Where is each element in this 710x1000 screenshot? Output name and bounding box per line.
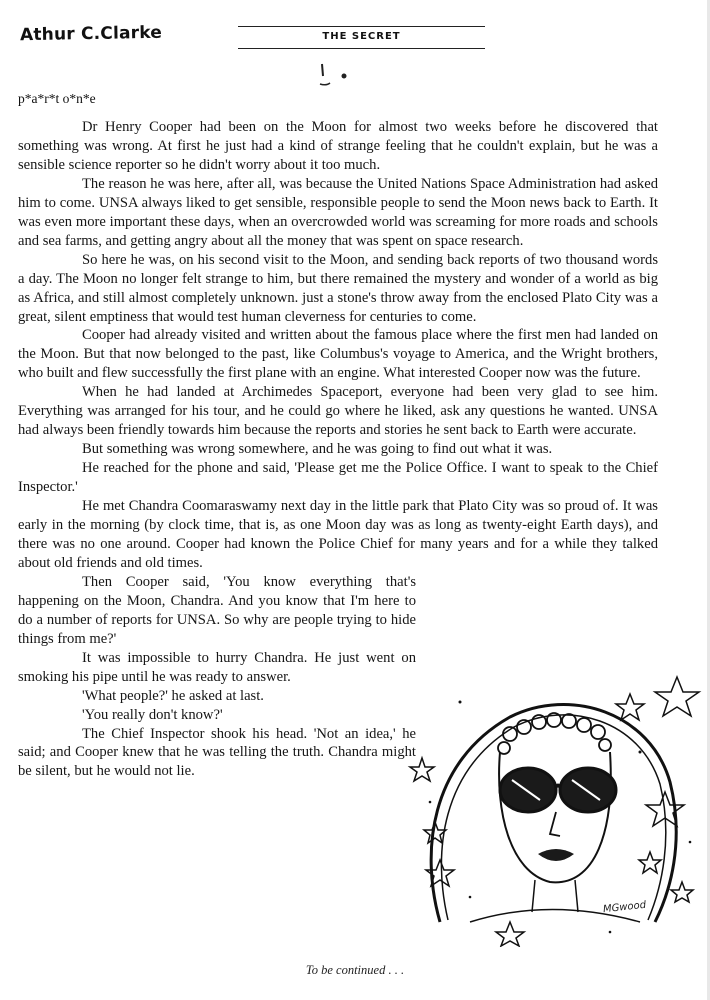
part-heading: p*a*r*t o*n*e: [18, 91, 96, 106]
paragraph: Dr Henry Cooper had been on the Moon for almost two weeks before he discovered that something was wrong. At first he just had a kind of strange feeling that he couldn't explain, but he was a sensible science reporter so he didn't worry about it too much.: [18, 119, 658, 173]
paragraph: 'You really don't know?': [82, 706, 223, 723]
paragraph: But something was wrong somewhere, and he was going to find out what it was.: [82, 441, 553, 458]
story-title: THE SECRET: [322, 31, 401, 42]
paragraph: Cooper had already visited and written about the famous place where the first men had landed on the Moon. But that now belonged to the past, like Columbus's voyage to America, and the Wright brothers, who built and flew successfully the first plane with an engine. What interested Cooper now was the future.: [18, 327, 658, 382]
paragraph: The Chief Inspector shook his head. 'Not an idea,' he said; and Cooper knew that he was telling the truth. Chandra might be silent, but he would not lie.: [18, 725, 416, 780]
title-rule-top: [238, 26, 485, 27]
artist-signature: MGwood: [602, 899, 647, 916]
paragraph: He reached for the phone and said, 'Please get me the Police Office. I want to speak to the Chief Inspector.': [18, 460, 658, 496]
paragraph: When he had landed at Archimedes Spaceport, everyone had been very glad to see him. Everything was arranged for his tour, and he could go where he liked, ask any questions he wanted. UNSA had always been friendly towards him because the reports and stories he sent back to Earth were accurate.: [18, 384, 658, 439]
title-rule-bottom: [238, 48, 485, 49]
astronaut-helmet-drawing-icon: [400, 672, 705, 947]
to-be-continued: To be continued . . .: [305, 963, 405, 977]
paragraph: He met Chandra Coomaraswamy next day in the little park that Plato City was so proud of. It was early in the morning (by clock time, that is, as one Moon day was as long as twenty-eight Earth days), and there was no one around. Cooper had known the Police Chief for many years and for a while they talked about old friends and old times.: [18, 498, 658, 571]
paragraph: Then Cooper said, 'You know everything that's happening on the Moon, Chandra. And you know that I'm here to do a number of reports for UNSA. So why are people trying to hide things from me?': [18, 573, 416, 647]
paragraph: It was impossible to hurry Chandra. He just went on smoking his pipe until he was ready to answer.: [18, 649, 416, 685]
paragraph: The reason he was here, after all, was because the United Nations Space Administration had asked him to come. UNSA always liked to get sensible, responsible people to send the Moon news back to Earth. It was even more important these days, when an overcrowded world was screaming for more roads and schools and sea farms, and getting angry about all the money that was spent on space research.: [18, 175, 658, 249]
author-name: Athur C.Clarke: [19, 22, 163, 46]
paragraph: So here he was, on his second visit to the Moon, and sending back reports of two thousand words a day. The Moon no longer felt strange to him, but there remained the mystery and wonder of a world as big as Africa, and still almost completely unknown. just a stone's throw away from the enclosed Plato City was a great, silent emptiness that would test human cleverness for centuries to come.: [18, 251, 658, 325]
ink-doodle-icon: [310, 58, 350, 94]
paragraph: 'What people?' he asked at last.: [82, 687, 264, 704]
